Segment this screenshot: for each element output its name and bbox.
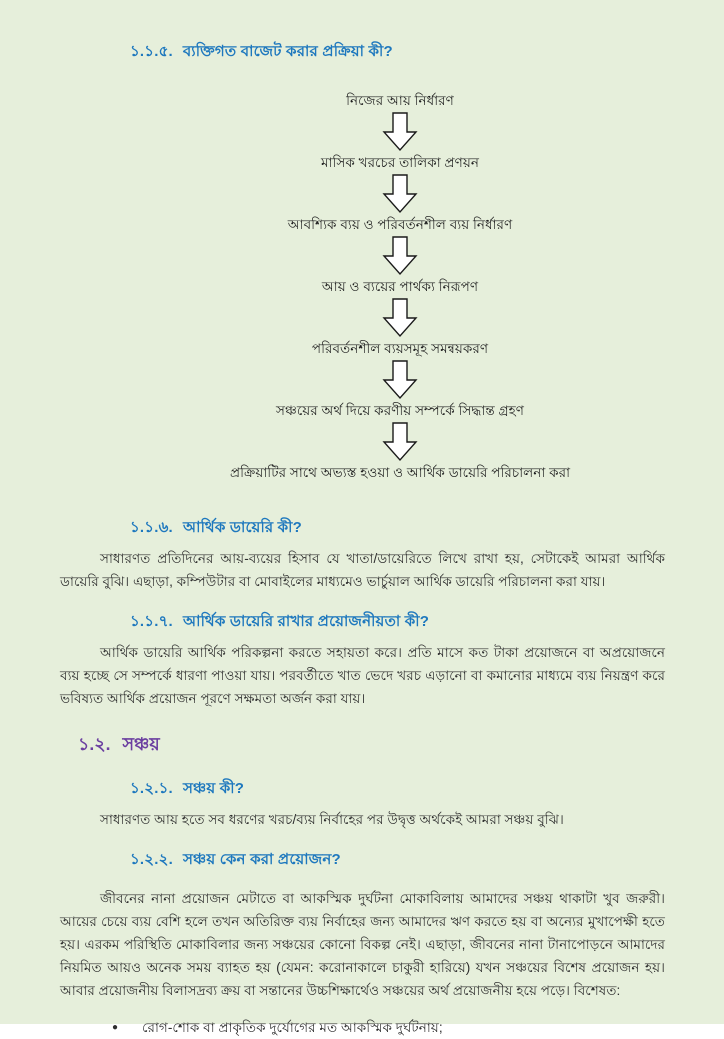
paragraph-financial-diary: সাধারণত প্রতিদিনের আয়-ব্যয়ের হিসাব যে খাতা/ডায়েরিতে লিখে রাখা হয়, সেটাকেই আমরা আর্থিক ডায়েরি বুঝি। এছাড়া, কম্পিউটার বা মোবাইলের মাধ্যমেও ভার্চুয়াল আর্থিক ডায়েরি পরিচালনা করা যায়। — [60, 551, 665, 589]
down-arrow-icon — [382, 360, 418, 400]
section-title: সঞ্চয় কী? — [182, 780, 245, 797]
section-title: ব্যক্তিগত বাজেট করার প্রক্রিয়া কী? — [182, 43, 393, 60]
section-heading-1-2 — [78, 732, 665, 761]
section-title: সঞ্চয় — [122, 734, 160, 754]
section-heading-1-2-1 — [130, 777, 665, 802]
paragraph-why-savings: জীবনের নানা প্রয়োজন মেটাতে বা আকস্মিক দুর্ঘটনা মোকাবিলায় আমাদের সঞ্চয় থাকাটা খুব জরুরী। আয়ের চেয়ে ব্যয় বেশি হলে তখন অতিরিক্ত ব্যয় নির্বাহের জন্য আমাদের ঋণ করতে হয় বা অন্যের মুখাপেক্ষী হতে হয়। এরকম পরিস্থিতি মোকাবিলার জন্য সঞ্চয়ের কোনো বিকল্প নেই। এছাড়া, জীবনের নানা টানাপোড়নে আমাদের নিয়মিত আয়ও অনেক সময় ব্যাহত হয় (যেমন: করোনাকালে চাকুরী হারিয়ে) যখন সঞ্চয়ের বিশেষ প্রয়োজন হয়। আবার প্রয়োজনীয় বিলাসদ্রব্য ক্রয় বা সন্তানের উচ্চশিক্ষার্থেও সঞ্চয়ের অর্থ প্রয়োজনীয় হয়ে পড়ে। বিশেষত: — [60, 891, 665, 998]
section-number: ১.২.১. — [130, 780, 173, 797]
flow-step-7: প্রক্রিয়াটির সাথে অভ্যস্ত হওয়া ও আর্থিক ডায়েরি পরিচালনা করা — [229, 465, 571, 480]
section-heading-1-1-5 — [130, 40, 665, 65]
down-arrow-icon — [382, 236, 418, 276]
section-number: ১.১.৬. — [130, 519, 173, 536]
down-arrow-icon — [382, 112, 418, 152]
down-arrow-icon — [382, 298, 418, 338]
flow-step-5: পরিবর্তনশীল ব্যয়সমূহ সমন্বয়করণ — [311, 341, 489, 356]
budget-process-flowchart — [76, 91, 724, 483]
section-number: ১.১.৫. — [130, 43, 173, 60]
flow-step-3: আবশ্যিক ব্যয় ও পরিবর্তনশীল ব্যয় নির্ধারণ — [287, 217, 513, 232]
bullet-text: রোগ-শোক বা প্রাকৃতিক দুর্যোগের মত আকস্মিক দুর্ঘটনায়; — [142, 1020, 443, 1035]
page-content — [60, 40, 665, 1039]
bullet-list-item — [110, 1016, 665, 1039]
flow-step-6: সঞ্চয়ের অর্থ দিয়ে করণীয় সম্পর্কে সিদ্ধান্ত গ্রহণ — [275, 403, 525, 418]
section-title: আর্থিক ডায়েরি রাখার প্রয়োজনীয়তা কী? — [182, 613, 430, 630]
bullet-marker-icon: ● — [112, 1022, 119, 1033]
down-arrow-icon — [382, 422, 418, 462]
section-number: ১.২.২. — [130, 851, 173, 868]
section-number: ১.১.৭. — [130, 613, 173, 630]
section-heading-1-1-6 — [130, 516, 665, 541]
section-title: আর্থিক ডায়েরি কী? — [182, 519, 303, 536]
section-heading-1-1-7 — [130, 610, 665, 635]
flow-step-1: নিজের আয় নির্ধারণ — [346, 93, 454, 108]
flow-step-2: মাসিক খরচের তালিকা প্রণয়ন — [321, 155, 479, 170]
section-title: সঞ্চয় কেন করা প্রয়োজন? — [182, 851, 341, 868]
paragraph-what-is-savings: সাধারণত আয় হতে সব ধরণের খরচ/ব্যয় নির্বাহের পর উদ্বৃত্ত অর্থকেই আমরা সঞ্চয় বুঝি। — [100, 812, 564, 827]
down-arrow-icon — [382, 174, 418, 214]
paragraph-diary-necessity: আর্থিক ডায়েরি আর্থিক পরিকল্পনা করতে সহায়তা করে। প্রতি মাসে কত টাকা প্রয়োজনে বা অপ্রয়োজনে ব্যয় হচ্ছে সে সম্পর্কে ধারণা পাওয়া যায়। পরবর্তীতে খাত ভেদে খরচ এড়ানো বা কমানোর মাধ্যমে ব্যয় নিয়ন্ত্রণ করে ভবিষ্যত আর্থিক প্রয়োজন পূরণে সক্ষমতা অর্জন করা যায়। — [60, 645, 665, 706]
section-heading-1-2-2 — [130, 848, 665, 873]
section-number: ১.২. — [78, 734, 111, 754]
flow-step-4: আয় ও ব্যয়ের পার্থক্য নিরূপণ — [321, 279, 479, 294]
